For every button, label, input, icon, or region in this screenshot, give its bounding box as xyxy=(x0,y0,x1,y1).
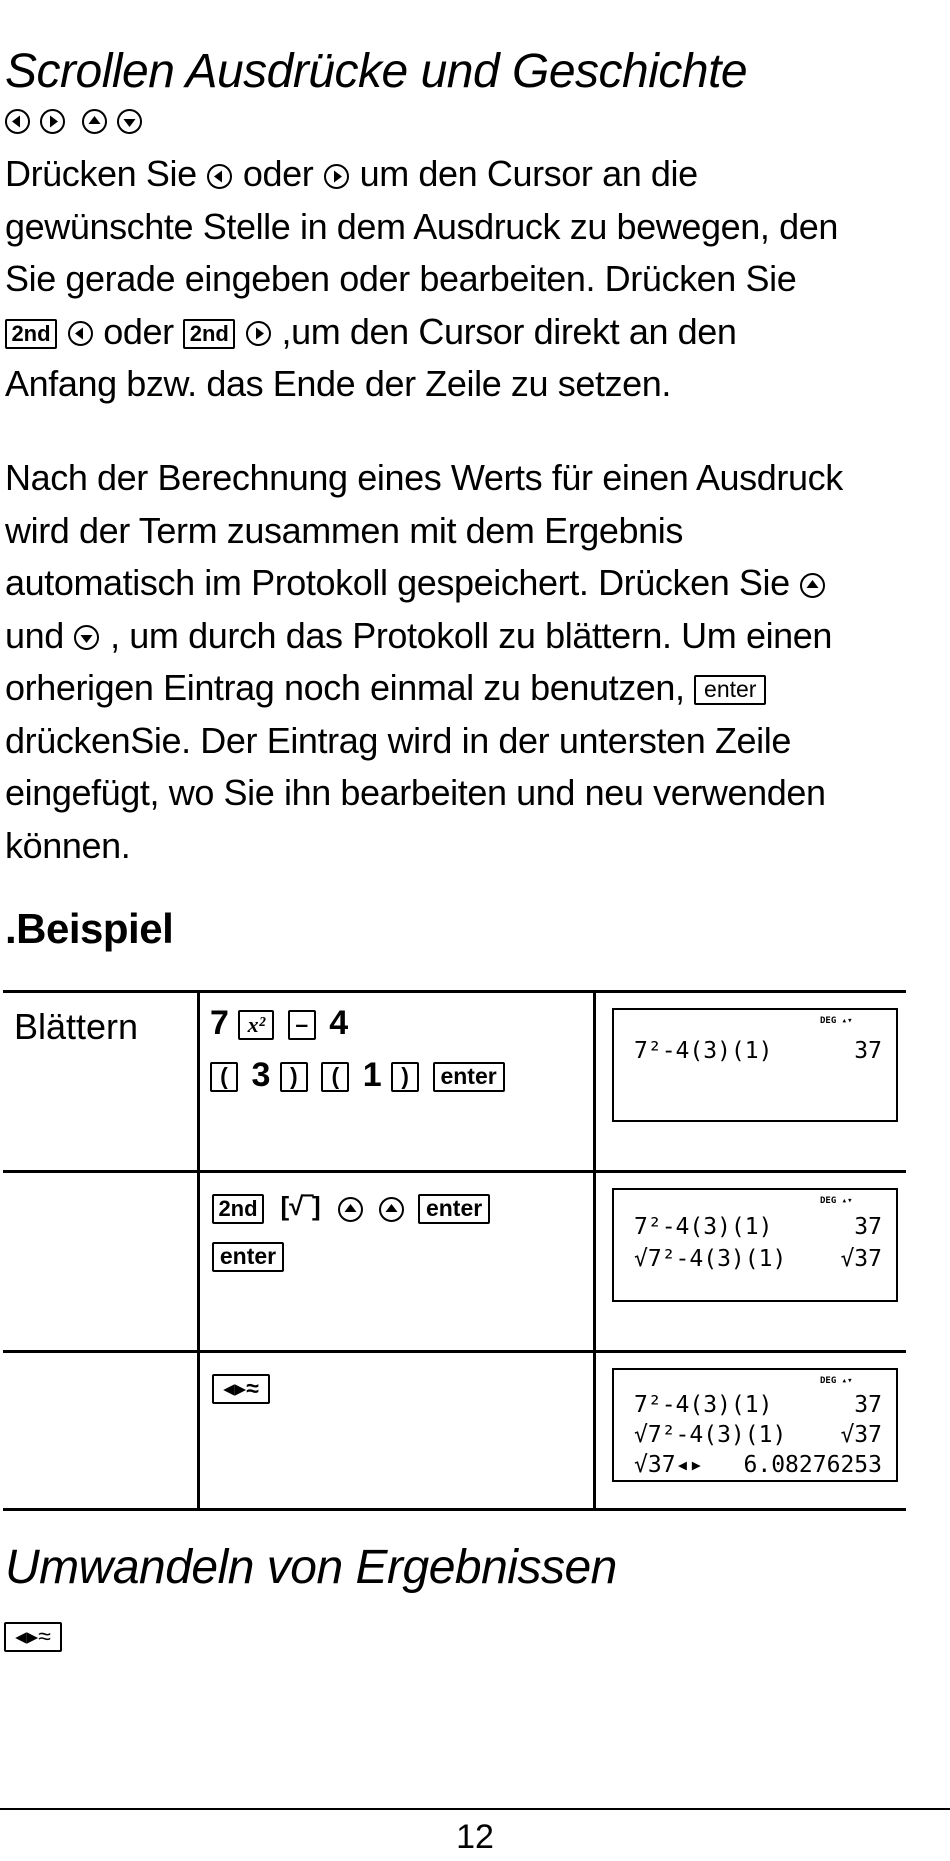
text-span: automatisch im Protokoll gespeichert. Drücken Sie xyxy=(5,562,790,603)
up-arrow-key-icon xyxy=(799,572,826,599)
text-line xyxy=(5,557,945,610)
keystroke-line xyxy=(212,1368,274,1407)
text-line: Anfang bzw. das Ende der Zeile zu setzen. xyxy=(5,363,672,404)
scroll-keys-row xyxy=(4,108,143,135)
text-span: und xyxy=(5,614,64,656)
keystroke-line xyxy=(212,1236,288,1275)
screen-result: 6.08276253 xyxy=(743,1452,882,1478)
table-rule xyxy=(3,990,906,993)
text-line: wird der Term zusammen mit dem Ergebnis xyxy=(5,509,683,551)
calculator-screen xyxy=(612,1368,898,1482)
enter-key: enter xyxy=(418,1194,490,1224)
footer-rule xyxy=(0,1808,950,1810)
minus-key: – xyxy=(288,1010,316,1040)
up-arrow-key-icon xyxy=(337,1196,364,1223)
screen-result: √37 xyxy=(840,1422,882,1448)
mode-indicator: DEG ▴▾ xyxy=(820,1196,853,1206)
x-squared-key: x² xyxy=(238,1010,274,1040)
right-arrow-key-icon xyxy=(323,163,350,190)
screen-expression: 7²-4(3)(1) xyxy=(634,1392,773,1418)
calculator-screen xyxy=(612,1188,898,1302)
text-span: um den Cursor an die xyxy=(359,153,698,194)
enter-key: enter xyxy=(694,675,766,705)
digit: 7 xyxy=(210,1004,229,1042)
section-title-scrolling: Scrollen Ausdrücke und Geschichte xyxy=(5,45,748,98)
digit: 1 xyxy=(362,1056,382,1094)
table-divider xyxy=(197,990,200,1511)
enter-key: enter xyxy=(433,1062,505,1092)
second-key: 2nd xyxy=(212,1194,264,1224)
paragraph-cursor-movement xyxy=(5,148,945,411)
row-label-scrolling: Blättern xyxy=(14,1006,139,1047)
left-paren-key: ( xyxy=(210,1062,238,1092)
keystroke-line xyxy=(210,1004,348,1043)
right-paren-key: ) xyxy=(391,1062,419,1092)
text-span: oder xyxy=(103,310,174,352)
up-arrow-key-icon xyxy=(81,108,108,135)
table-rule xyxy=(3,1170,906,1173)
mode-indicator: DEG ▴▾ xyxy=(820,1016,853,1026)
sqrt-key: [√‾] xyxy=(277,1194,323,1224)
down-arrow-key-icon xyxy=(116,108,143,135)
text-line: drückenSie. Der Eintrag wird in der untersten Zeile xyxy=(5,719,791,761)
text-line xyxy=(5,610,945,663)
table-rule xyxy=(3,1508,906,1511)
left-arrow-key-icon xyxy=(67,320,94,347)
screen-result: 37 xyxy=(854,1214,882,1240)
second-key: 2nd xyxy=(5,319,57,349)
digit: 4 xyxy=(329,1004,349,1042)
screen-expression: √37◂▸ xyxy=(634,1452,704,1478)
page-number: 12 xyxy=(456,1818,494,1856)
keystroke-line xyxy=(210,1056,509,1095)
keystroke-line xyxy=(212,1188,494,1227)
screen-expression: 7²-4(3)(1) xyxy=(634,1214,773,1240)
example-title: .Beispiel xyxy=(5,905,174,952)
second-key: 2nd xyxy=(183,319,235,349)
text-span: , um durch das Protokoll zu blättern. Um einen xyxy=(110,614,833,656)
up-arrow-key-icon xyxy=(378,1196,405,1223)
text-line xyxy=(5,306,945,359)
table-divider xyxy=(593,990,596,1511)
screen-result: √37 xyxy=(840,1246,882,1272)
left-arrow-key-icon xyxy=(206,163,233,190)
table-rule xyxy=(3,1350,906,1353)
right-arrow-key-icon xyxy=(245,320,272,347)
conversion-key-row xyxy=(4,1622,62,1652)
text-line: können. xyxy=(5,824,131,866)
screen-expression: √7²-4(3)(1) xyxy=(634,1422,787,1448)
text-line: Sie gerade eingeben oder bearbeiten. Drücken Sie xyxy=(5,258,797,299)
down-arrow-key-icon xyxy=(73,624,100,651)
left-paren-key: ( xyxy=(321,1062,349,1092)
calculator-screen xyxy=(612,1008,898,1122)
text-line xyxy=(5,662,945,715)
text-span: ,um den Cursor direkt an den xyxy=(281,310,737,352)
text-line xyxy=(5,148,945,201)
convert-key: ◂▸≈ xyxy=(4,1622,62,1652)
screen-result: 37 xyxy=(854,1038,882,1064)
text-line: Nach der Berechnung eines Werts für einen Ausdruck xyxy=(5,457,843,498)
text-span: Drücken Sie xyxy=(5,153,197,194)
text-line: eingefügt, wo Sie ihn bearbeiten und neu verwenden xyxy=(5,772,826,813)
convert-key: ◂▸≈ xyxy=(212,1374,270,1404)
right-paren-key: ) xyxy=(280,1062,308,1092)
text-span: oder xyxy=(242,153,314,194)
section-title-conversion: Umwandeln von Ergebnissen xyxy=(5,1541,617,1594)
screen-expression: √7²-4(3)(1) xyxy=(634,1246,787,1272)
right-arrow-key-icon xyxy=(39,108,66,135)
digit: 3 xyxy=(251,1056,271,1094)
left-arrow-key-icon xyxy=(4,108,31,135)
screen-result: 37 xyxy=(854,1392,882,1418)
mode-indicator: DEG ▴▾ xyxy=(820,1376,853,1386)
paragraph-history xyxy=(5,452,945,872)
text-line: gewünschte Stelle in dem Ausdruck zu bewegen, den xyxy=(5,205,838,247)
text-span: orherigen Eintrag noch einmal zu benutzen, xyxy=(5,667,685,708)
enter-key: enter xyxy=(212,1242,284,1272)
screen-expression: 7²-4(3)(1) xyxy=(634,1038,773,1064)
